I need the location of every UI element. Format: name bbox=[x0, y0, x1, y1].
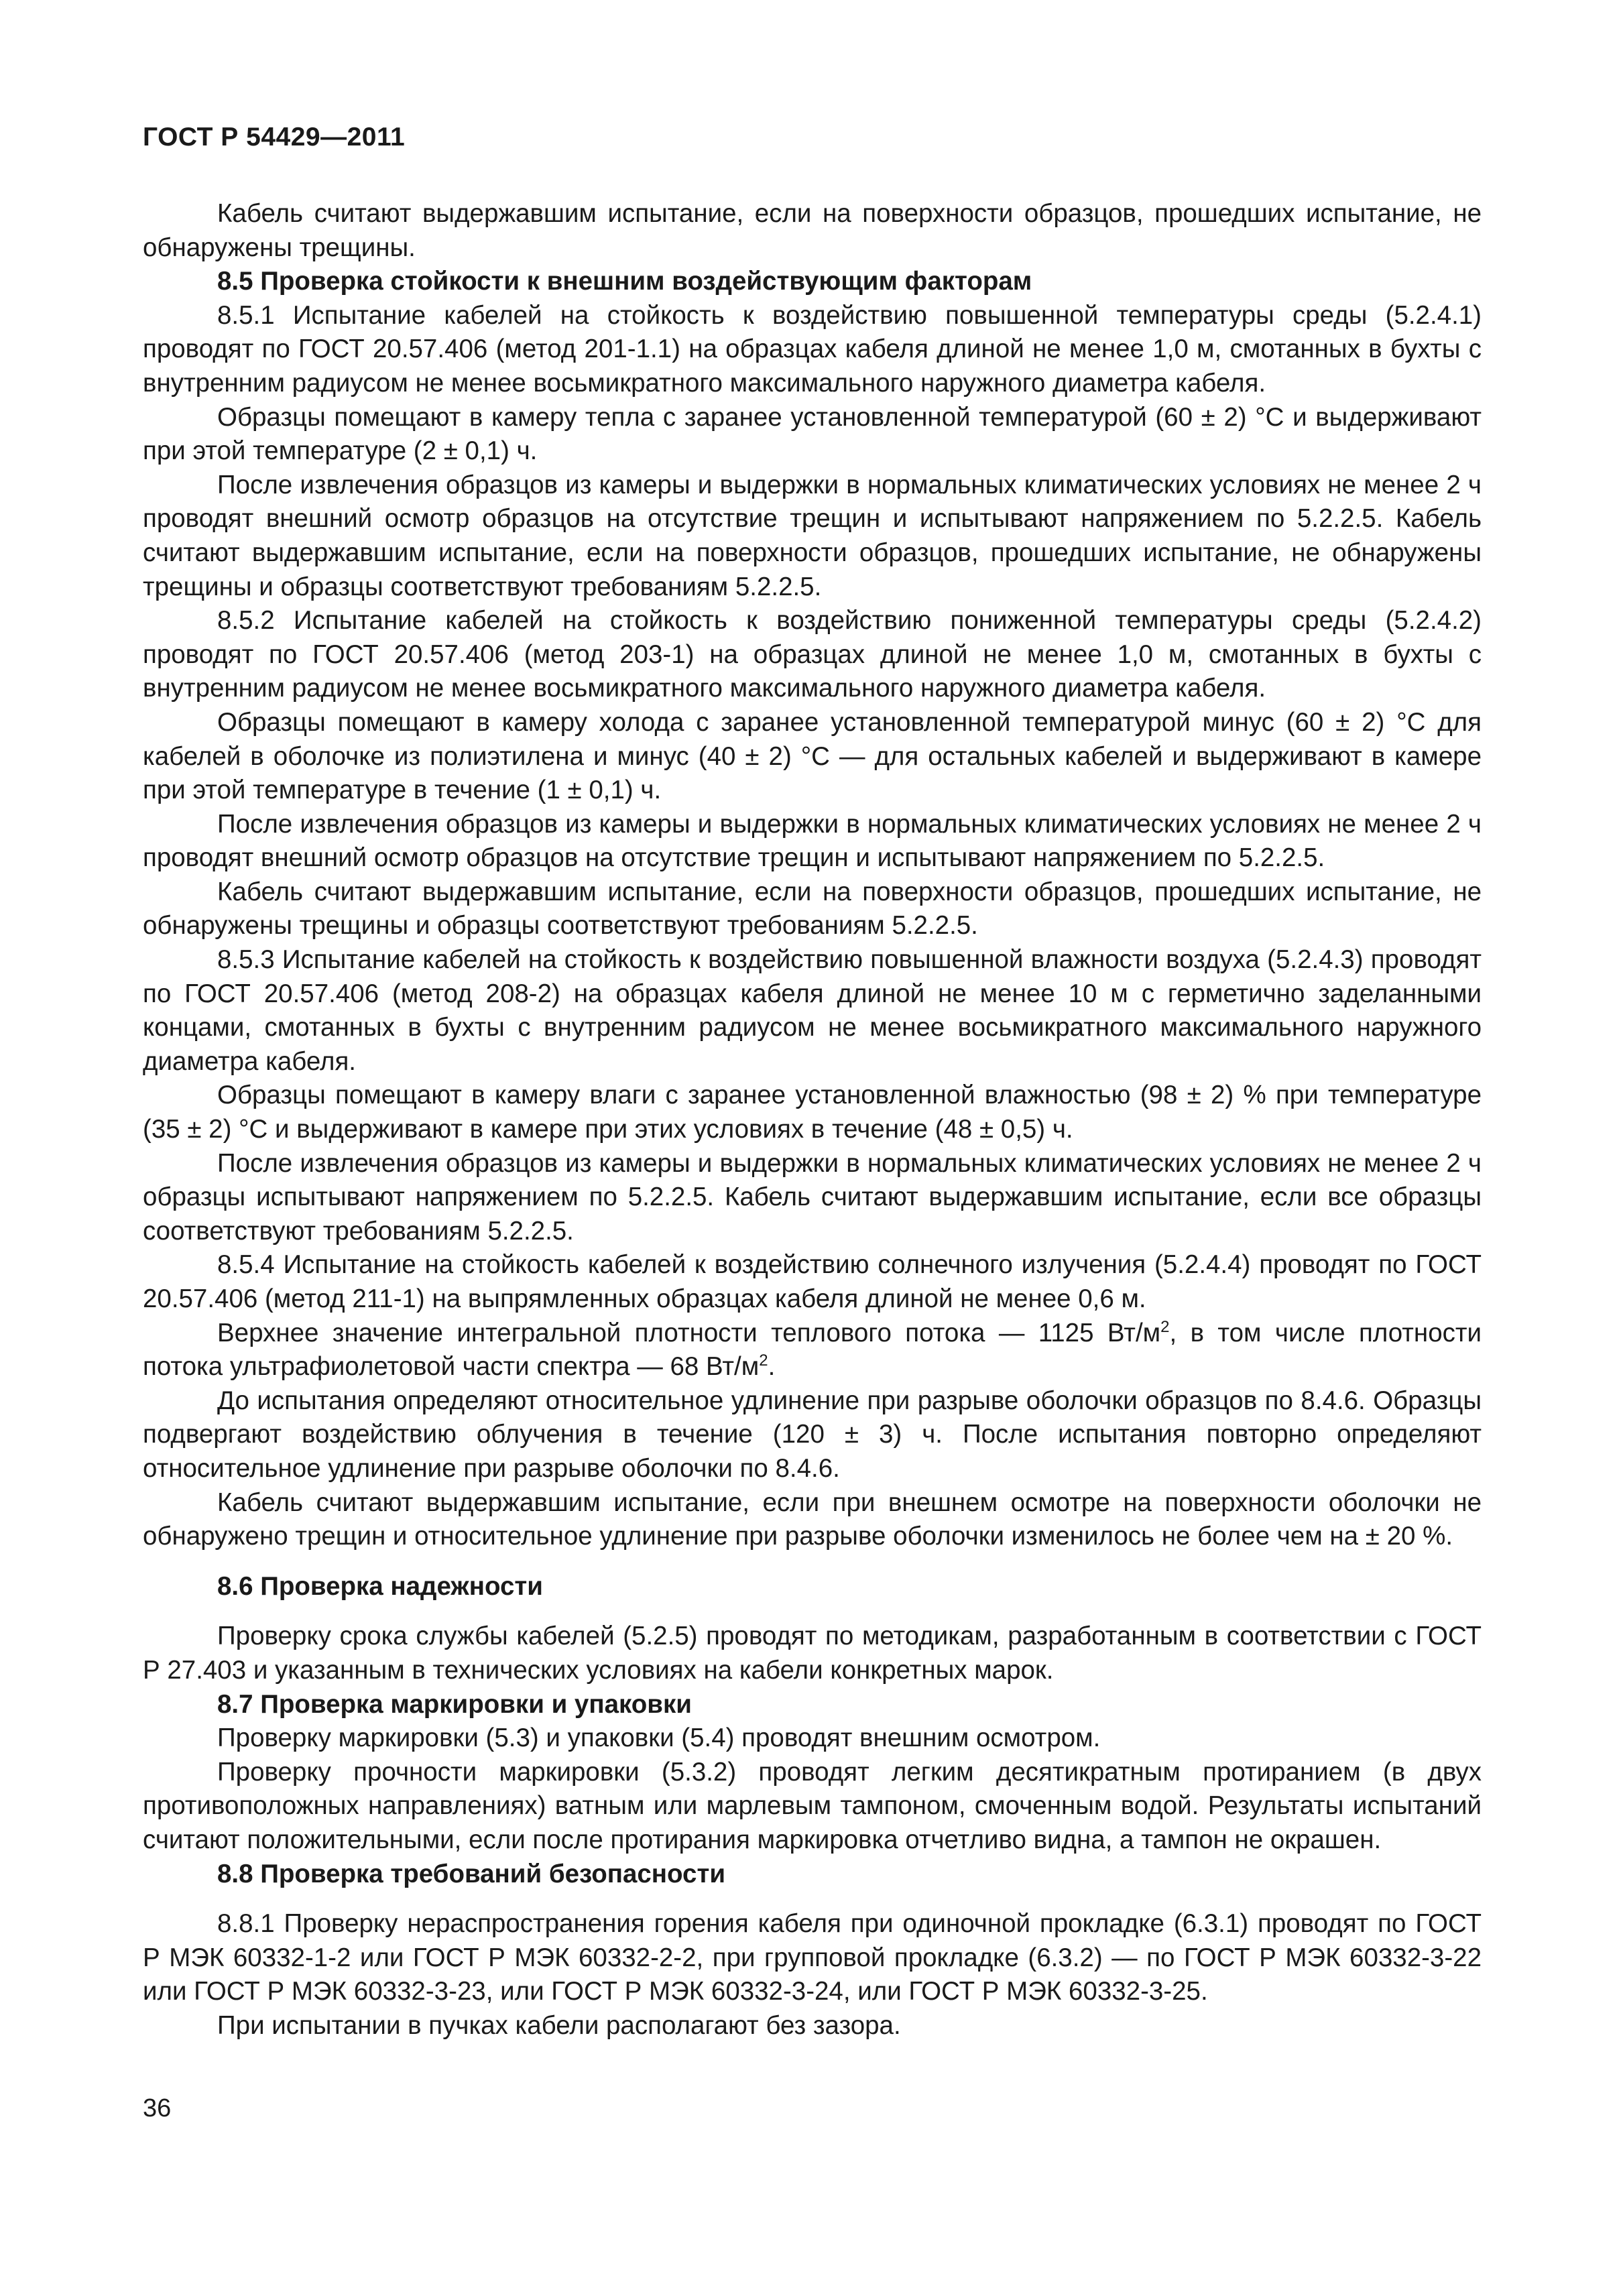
paragraph-8-5-4: 8.5.4 Испытание на стойкость кабелей к воздействию солнечного излучения (5.2.4.4) проводят по ГОСТ 20.57.406 (метод 211-1) на выпрямленных образцах кабеля длиной не менее 0,6 м. bbox=[143, 1250, 1482, 1313]
heading-8-7: 8.7 Проверка маркировки и упаковки bbox=[217, 1689, 692, 1719]
spacer bbox=[143, 1891, 1482, 1907]
superscript: 2 bbox=[759, 1351, 768, 1370]
paragraph-8-5-2-c: После извлечения образцов из камеры и выдержки в нормальных климатических условиях не менее 2 ч проводят внешний осмотр образцов на отсутствие трещин и испытывают напряжением по 5.2.2.5. bbox=[143, 809, 1482, 873]
paragraph-8-6: Проверку срока службы кабелей (5.2.5) проводят по методикам, разработанным в соответствии с ГОСТ Р 27.403 и указанным в технических условиях на кабели конкретных марок. bbox=[143, 1622, 1482, 1685]
paragraph-8-5-4-c: До испытания определяют относительное удлинение при разрыве оболочки образцов по 8.4.6. Образцы подвергают воздействию облучения в течение (120 ± 3) ч. После испытания повторно определяют относительное удлинение при разрыве оболочки по 8.4.6. bbox=[143, 1386, 1482, 1483]
flux-text-2: , в том числе плотности потока ультрафиолетовой части спектра — 68 Вт/м bbox=[143, 1318, 1482, 1382]
paragraph-8-5-1-b: Образцы помещают в камеру тепла с заранее установленной температурой (60 ± 2) °С и выдерживают при этой температуре (2 ± 0,1) ч. bbox=[143, 402, 1482, 466]
flux-text-3: . bbox=[768, 1352, 776, 1382]
paragraph-8-5-3: 8.5.3 Испытание кабелей на стойкость к воздействию повышенной влажности воздуха (5.2.4.3) проводят по ГОСТ 20.57.406 (метод 208-2) на образцах кабеля длиной не менее 10 м с герметично заделанными концами, смотанных в бухты с внутренним радиусом не менее восьмикратного максимального наружного диаметра кабеля. bbox=[143, 945, 1482, 1076]
page-number: 36 bbox=[143, 2094, 172, 2122]
heading-8-5: 8.5 Проверка стойкости к внешним воздействующим факторам bbox=[217, 267, 1032, 296]
paragraph-8-8-1: 8.8.1 Проверку нераспространения горения кабеля при одиночной прокладке (6.3.1) проводят по ГОСТ Р МЭК 60332-1-2 или ГОСТ Р МЭК 60332-2-2, при групповой прокладке (6.3.2) — по ГОСТ Р МЭК 60332-3-22 или ГОСТ Р МЭК 60332-3-23, или ГОСТ Р МЭК 60332-3-24, или ГОСТ Р МЭК 60332-3-25. bbox=[143, 1909, 1482, 2006]
paragraph-8-5-1-c: После извлечения образцов из камеры и выдержки в нормальных климатических условиях не менее 2 ч проводят внешний осмотр образцов на отсутствие трещин и испытывают напряжением по 5.2.2.5. Кабель считают выдержавшим испытание, если на поверхности образцов, прошедших испытание, не обнаружены трещины и образцы соответствуют требованиям 5.2.2.5. bbox=[143, 470, 1482, 601]
paragraph-8-5-4-b bbox=[143, 1317, 1482, 1384]
standard-header: ГОСТ Р 54429—2011 bbox=[143, 123, 406, 152]
paragraph-8-8-1-b: При испытании в пучках кабели располагают без зазора. bbox=[217, 2010, 901, 2040]
superscript: 2 bbox=[1160, 1317, 1170, 1336]
spacer bbox=[143, 1604, 1482, 1620]
paragraph-8-7-b: Проверку прочности маркировки (5.3.2) проводят легким десятикратным протиранием (в двух противоположных направлениях) ватным или марлевым тампоном, смоченным водой. Результаты испытаний считают положительными, если после протирания маркировка отчетливо видна, а тампон не окрашен. bbox=[143, 1757, 1482, 1854]
spacer bbox=[143, 1554, 1482, 1570]
paragraph-8-5-2-b: Образцы помещают в камеру холода с заранее установленной температурой минус (60 ± 2) °С для кабелей в оболочке из полиэтилена и минус (40 ± 2) °С — для остальных кабелей и выдерживают в камере при этой температуре в течение (1 ± 0,1) ч. bbox=[143, 707, 1482, 805]
paragraph-8-7-a: Проверку маркировки (5.3) и упаковки (5.4) проводят внешним осмотром. bbox=[217, 1724, 1101, 1753]
page-body bbox=[143, 197, 1482, 2043]
paragraph-8-5-2: 8.5.2 Испытание кабелей на стойкость к воздействию пониженной температуры среды (5.2.4.2) проводят по ГОСТ 20.57.406 (метод 203-1) на образцах длиной не менее 1,0 м, смотанных в бухты с внутренним радиусом не менее восьмикратного максимального наружного диаметра кабеля. bbox=[143, 606, 1482, 703]
paragraph-8-5-4-d: Кабель считают выдержавшим испытание, если при внешнем осмотре на поверхности оболочки не обнаружено трещин и относительное удлинение при разрыве оболочки изменилось не более чем на ± 20 %. bbox=[143, 1488, 1482, 1551]
flux-text-1: Верхнее значение интегральной плотности теплового потока — 1125 Вт/м bbox=[217, 1318, 1161, 1347]
heading-8-6: 8.6 Проверка надежности bbox=[217, 1571, 543, 1601]
paragraph-8-5-1: 8.5.1 Испытание кабелей на стойкость к воздействию повышенной температуры среды (5.2.4.1) проводят по ГОСТ 20.57.406 (метод 201-1.1) на образцах кабеля длиной не менее 1,0 м, смотанных в бухты с внутренним радиусом не менее восьмикратного максимального наружного диаметра кабеля. bbox=[143, 300, 1482, 398]
paragraph-8-5-2-d: Кабель считают выдержавшим испытание, если на поверхности образцов, прошедших испытание, не обнаружены трещины и образцы соответствуют требованиям 5.2.2.5. bbox=[143, 877, 1482, 941]
paragraph-8-5-3-b: Образцы помещают в камеру влаги с заранее установленной влажностью (98 ± 2) % при температуре (35 ± 2) °С и выдерживают в камере при этих условиях в течение (48 ± 0,5) ч. bbox=[143, 1081, 1482, 1144]
heading-8-8: 8.8 Проверка требований безопасности bbox=[217, 1859, 725, 1888]
paragraph-8-5-3-c: После извлечения образцов из камеры и выдержки в нормальных климатических условиях не менее 2 ч образцы испытывают напряжением по 5.2.2.5. Кабель считают выдержавшим испытание, если все образцы соответствуют требованиям 5.2.2.5. bbox=[143, 1148, 1482, 1246]
paragraph-intro: Кабель считают выдержавшим испытание, если на поверхности образцов, прошедших испытание, не обнаружены трещины. bbox=[143, 199, 1482, 262]
